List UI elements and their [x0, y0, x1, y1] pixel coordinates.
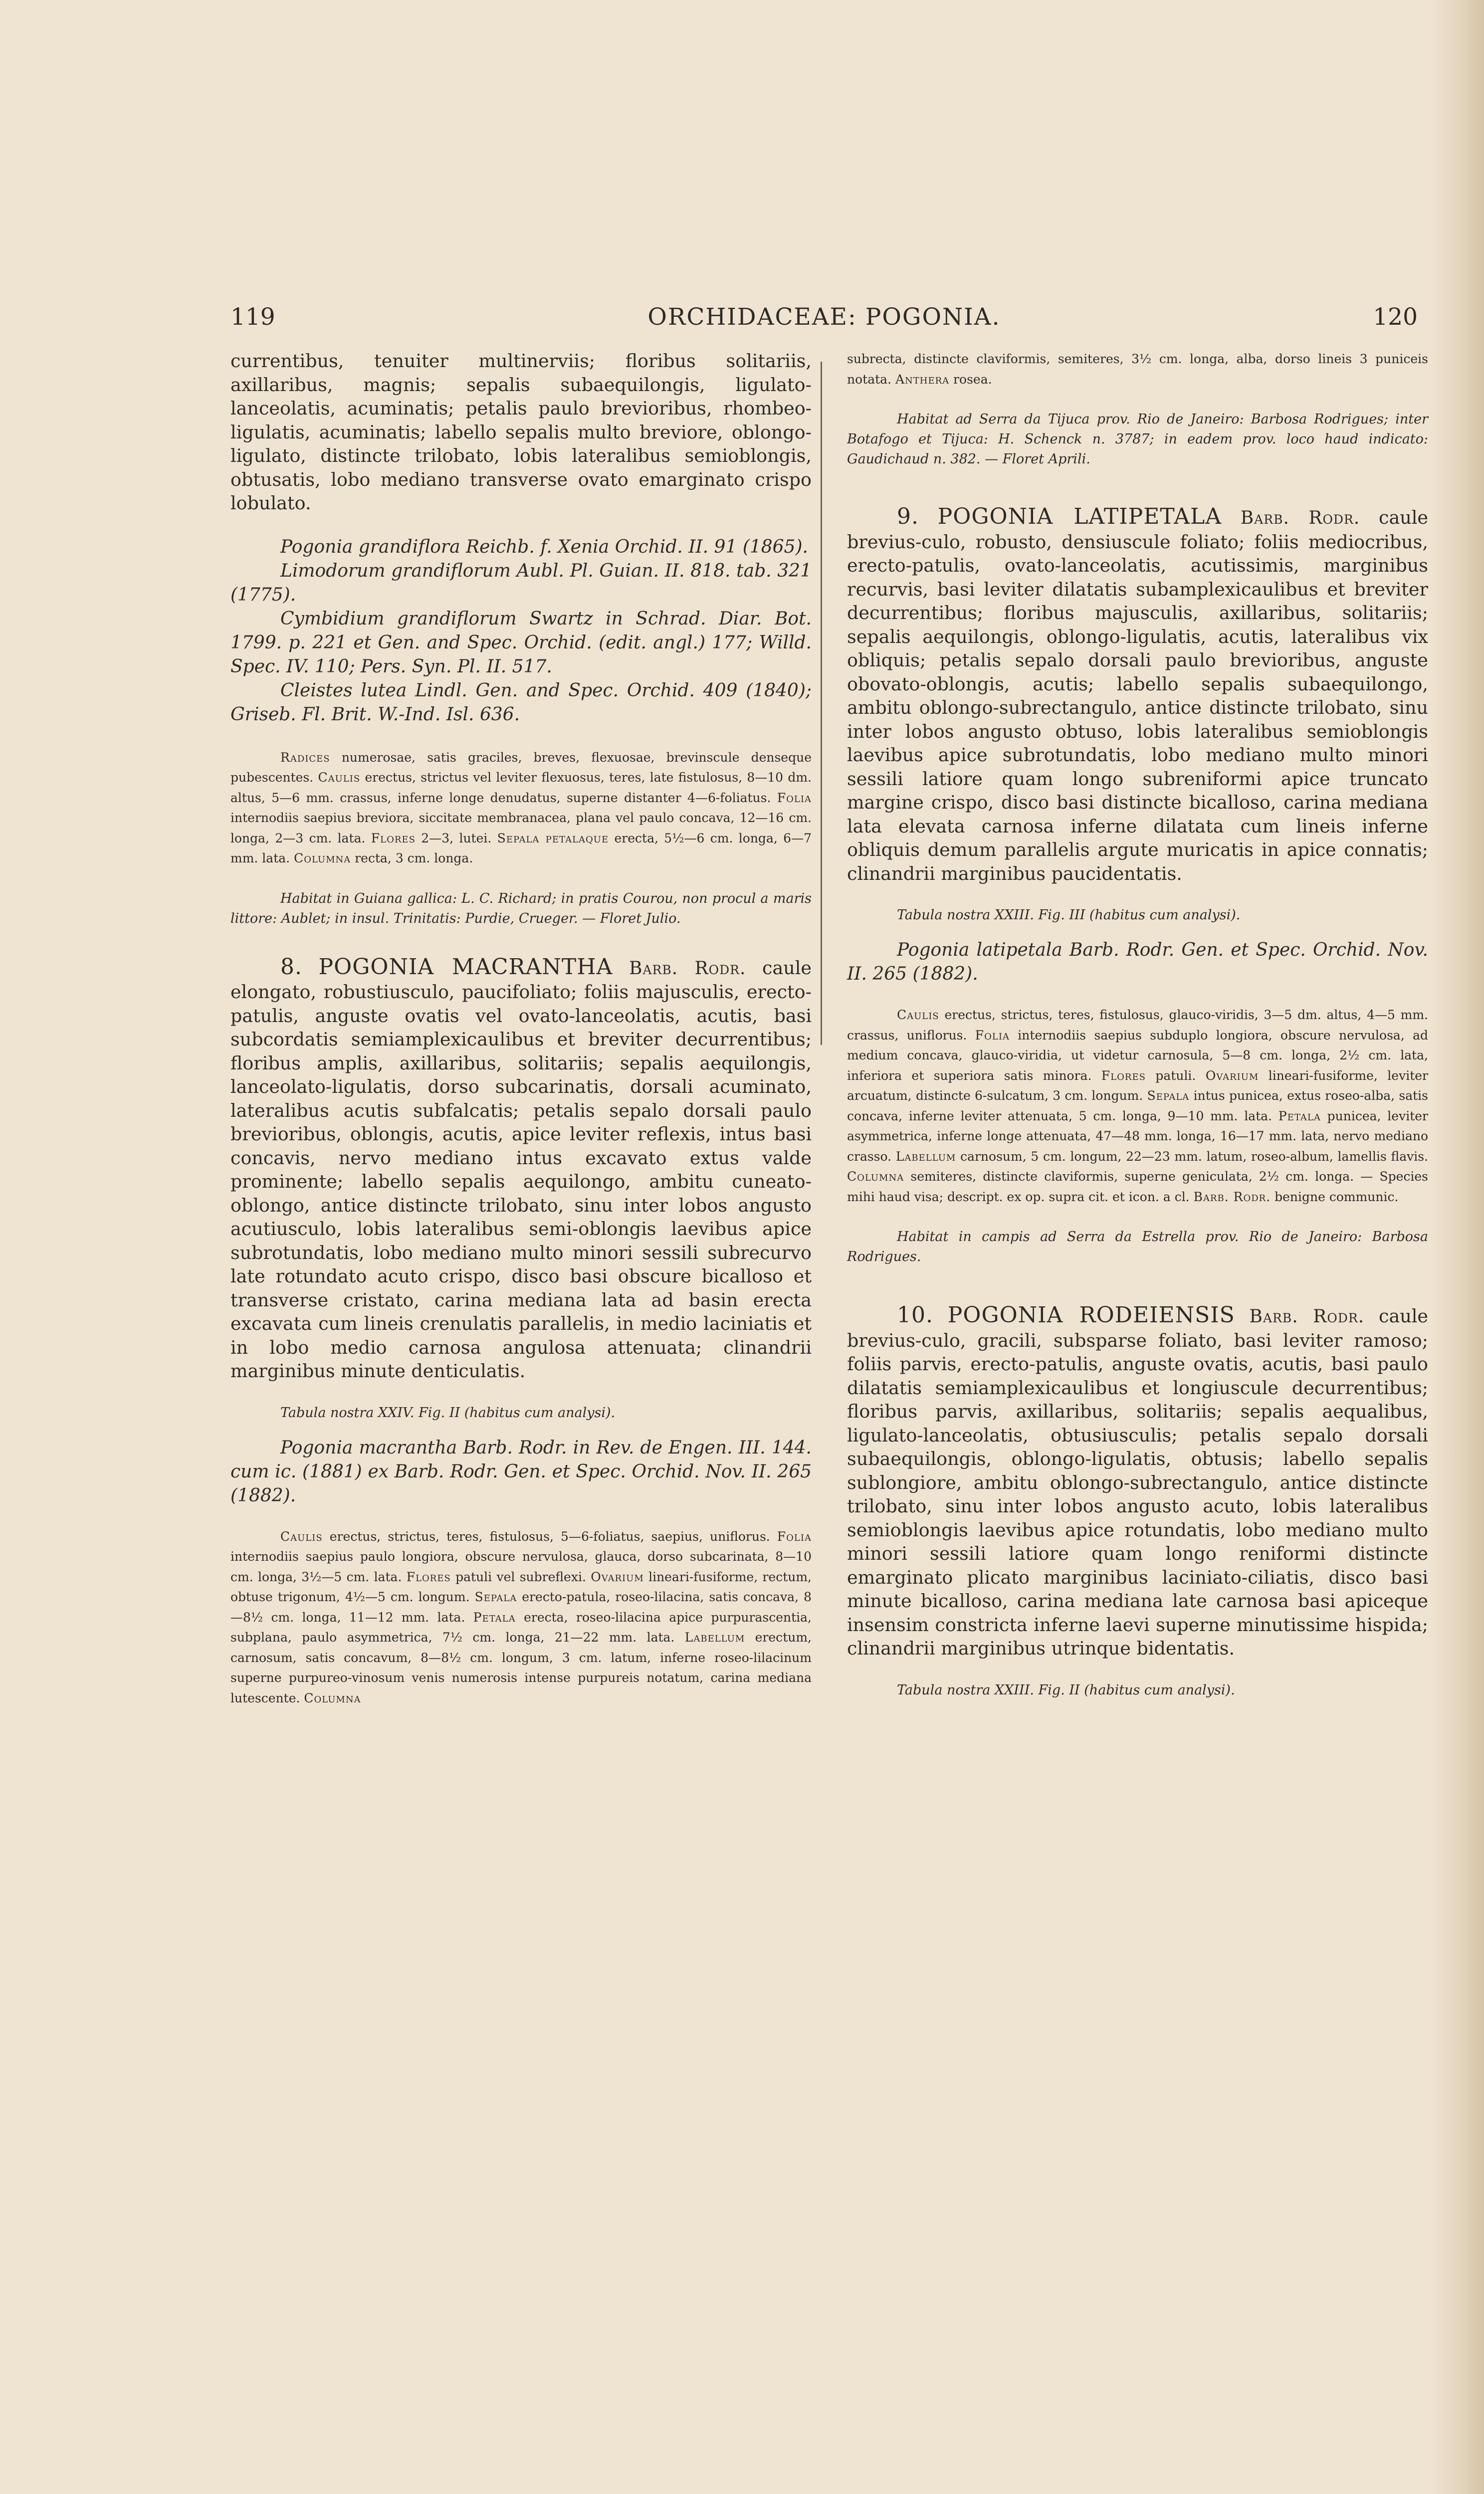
species-9-name: POGONIA LATIPETALA — [937, 504, 1222, 529]
species-10-name: POGONIA RODEIENSIS — [947, 1302, 1235, 1328]
synonym: Limodorum grandiflorum Aubl. Pl. Guian. II. 818. tab. 321 (1775). — [230, 560, 812, 605]
detailed-description: Radices numerosae, satis graciles, breves, flexuosae, brevinscule denseque pubescentes. Caulis erectus, strictus vel leviter flexuosus, teres, late fistulosus, 8—10 dm. altus, 5—6 mm. crassus, inferne longe denudatus, superne distanter 4—6-foliatus. Folia internodiis saepius breviora, siccitate membranacea, plana vel paulo concava, 12—16 cm. longa, 2—3 cm. lata. Flores 2—3, lutei. Sepala petalaque erecta, 5½—6 cm. longa, 6—7 mm. lata. Columna recta, 3 cm. longa. — [230, 750, 812, 865]
habitat-note: Habitat ad Serra da Tijuca prov. Rio de Janeiro: Barbosa Rodrigues; inter Botafogo et Tijuca: H. Schenck n. 3787; in eadem prov. loco haud indicato: Gaudichaud n. 382. — Floret Aprili. — [847, 412, 1428, 467]
species-9-citation: Pogonia latipetala Barb. Rodr. Gen. et Spec. Orchid. Nov. II. 265 (1882). — [847, 940, 1428, 984]
species-10-plate: Tabula nostra XXIII. Fig. II (habitus cum analysi). — [897, 1682, 1235, 1698]
right-column — [847, 349, 1428, 1700]
running-header — [230, 303, 1418, 333]
running-title: ORCHIDACEAE: POGONIA. — [647, 303, 1001, 331]
species-8-citation: Pogonia macrantha Barb. Rodr. in Rev. de Engen. III. 144. cum ic. (1881) ex Barb. Rodr. Gen. et Spec. Orchid. Nov. II. 265 (1882). — [230, 1437, 812, 1506]
synonymy-block — [230, 535, 812, 727]
description-continuation: currentibus, tenuiter multinerviis; floribus solitariis, axillaribus, magnis; sepalis subaequilongis, ligulato-lanceolatis, acuminatis; petalis paulo brevioribus, rhombeo-ligulatis, acuminatis; labello sepalis multo breviore, oblongo-ligulato, distincte trilobato, lobis lateralibus semioblongis, obtusatis, lobo mediano transverse ovato emarginato crispo lobulato. — [230, 350, 812, 514]
synonym: Cymbidium grandiflorum Swartz in Schrad. Diar. Bot. 1799. p. 221 et Gen. and Spec. Orchid. (edit. angl.) 177; Willd. Spec. IV. 110; Pers. Syn. Pl. II. 517. — [230, 608, 812, 677]
synonym: Pogonia grandiflora Reichb. f. Xenia Orchid. II. 91 (1865). — [280, 536, 808, 557]
description-continuation-right: subrecta, distincte claviformis, semiteres, 3½ cm. longa, alba, dorso lineis 3 puniceis notata. Anthera rosea. — [847, 352, 1428, 387]
species-9-description: Caulis erectus, strictus, teres, fistulosus, glauco-viridis, 3—5 dm. altus, 4—5 mm. crassus, uniflorus. Folia internodiis saepius subduplo longiora, obscure nervulosa, ad medium concava, glauco-viridia, ut videtur carnosula, 5—8 cm. longa, 2½ cm. lata, inferiora et superiora satis minora. Flores patuli. Ovarium lineari-fusiforme, leviter arcuatum, distincte 6-sulcatum, 3 cm. longum. Sepala intus punicea, extus roseo-alba, satis concava, inferne leviter attenuata, 5 cm. longa, 9—10 mm. lata. Petala punicea, leviter asymmetrica, inferne longe attenuata, 47—48 mm. longa, 16—17 mm. lata, nervo mediano crasso. Labellum carnosum, 5 cm. longum, 22—23 mm. latum, roseo-album, lamellis flavis. Columna semiteres, distincte claviformis, superne geniculata, 2½ cm. longa. — Species mihi haud visa; descript. ex op. supra cit. et icon. a cl. Barb. Rodr. benigne communic. — [847, 1008, 1429, 1204]
page-edge — [1429, 0, 1484, 2494]
species-8-plate: Tabula nostra XXIV. Fig. II (habitus cum analysi). — [280, 1405, 616, 1421]
synonym: Cleistes lutea Lindl. Gen. and Spec. Orchid. 409 (1840); Griseb. Fl. Brit. W.-Ind. Isl. 636. — [230, 680, 812, 725]
page-number-right: 120 — [1373, 303, 1418, 331]
habitat-note: Habitat in Guiana gallica: L. C. Richard; in pratis Courou, non procul a maris littore: Aublet; in insul. Trinitatis: Purdie, Crueger. — Floret Julio. — [230, 890, 812, 926]
species-10-diagnosis: 10. POGONIA RODEIENSIS Barb. Rodr. caule brevius-culo, gracili, subsparse foliato, basi leviter ramoso; foliis parvis, erecto-patulis, anguste ovatis, acutis, basi paulo dilatatis semiamplexicaulibus et longiuscule decurrentibus; floribus parvis, axillaribus, solitariis; sepalis aequalibus, ligulato-lanceolatis, obtusiusculis; petalis sepalo dorsali subaequilongis, oblongo-ligulatis, obtusis; labello sepalis sublongiore, ambitu oblongo-subrectangulo, antice distincte trilobato, sinu inter lobos angusto acuto, lobis lateralibus semioblongis laevibus apice rotundatis, lobo mediano multo minori sessili latiore quam longo reniformi distincte emarginato plicato marginibus laciniato-ciliatis, disco basi minute bicalloso, carina mediana late carnosa basi apiceque insensim constricta inferne laevi superne minutissime hispida; clinandrii marginibus utrinque bidentatis. — [847, 1302, 1428, 1659]
species-8-diagnosis: 8. POGONIA MACRANTHA Barb. Rodr. caule elongato, robustiusculo, paucifoliato; foliis majusculis, erecto-patulis, anguste ovatis vel ovato-lanceolatis, acutis, basi subcordatis semiamplexicaulibus et breviter decurrentibus; floribus amplis, axillaribus, solitariis; sepalis aequilongis, lanceolato-ligulatis, dorso subcarinatis, dorsali acuminato, lateralibus acutis subfalcatis; petalis sepalo dorsali paulo brevioribus, oblongis, acutis, apice leviter reflexis, intus basi concavis, nervo mediano intus excavato extus valde prominente; labello sepalis aequilongo, ambitu cuneato-oblongo, antice distincte trilobato, sinu inter lobos angusto acutiusculo, lobis lateralibus semi-oblongis laevibus apice subrotundatis, lobo mediano multo minori sessili subrecurvo late rotundato acuto crispo, disco basi obscure bicalloso et transverse cristato, carina mediana lata ad basin erecta excavata cum lineis crenulatis parallelis, in medio laciniatis et in lobo medio carnosa angulosa attenuata; clinandrii marginibus minute denticulatis. — [230, 954, 812, 1382]
species-9-habitat: Habitat in campis ad Serra da Estrella prov. Rio de Janeiro: Barbosa Rodrigues. — [847, 1229, 1428, 1264]
species-8-description: Caulis erectus, strictus, teres, fistulosus, 5—6-foliatus, saepius, uniflorus. Folia internodiis saepius paulo longiora, obscure nervulosa, glauca, dorso subcarinata, 8—10 cm. longa, 3½—5 cm. lata. Flores patuli vel subreflexi. Ovarium lineari-fusiforme, rectum, obtuse trigonum, 4½—5 cm. longum. Sepala erecto-patula, roseo-lilacina, satis concava, 8—8½ cm. longa, 11—12 mm. lata. Petala erecta, roseo-lilacina apice purpurascentia, subplana, paulo asymmetrica, 7½ cm. longa, 21—22 mm. lata. Labellum erectum, carnosum, satis concavum, 8—8½ cm. longum, 3 cm. latum, inferne roseo-lilacinum superne purpureo-vinosum venis numerosis intense purpureis notatum, carina mediana lutescente. Columna — [230, 1529, 812, 1705]
column-divider — [821, 362, 822, 1045]
species-8-name: POGONIA MACRANTHA — [318, 954, 613, 980]
species-9-diagnosis: 9. POGONIA LATIPETALA Barb. Rodr. caule brevius-culo, robusto, densiuscule foliato; foliis mediocribus, erecto-patulis, ovato-lanceolatis, acutissimis, marginibus recurvis, basi leviter dilatatis subamplexicaulibus et breviter decurrentibus; floribus majusculis, axillaribus, solitariis; sepalis aequilongis, oblongo-ligulatis, acutis, lateralibus vix obliquis; petalis sepalo dorsali paulo brevioribus, anguste obovato-oblongis, acutis; labello sepalis subaequilongo, ambitu oblongo-subrectangulo, antice distincte trilobato, sinu inter lobos angusto obtuso, lobis lateralibus semioblongis laevibus apice subrotundatis, lobo mediano multo minori sessili latiore quam longo subreniformi apice truncato margine crispo, disco basi distincte bicalloso, carina mediana lata elevata carnosa inferne dilatata cum lineis inferne obliquis demum parallelis argute muricatis in apice connatis; clinandrii marginibus paucidentatis. — [847, 504, 1428, 884]
left-column — [230, 349, 812, 1708]
species-9-plate: Tabula nostra XXIII. Fig. III (habitus cum analysi). — [897, 907, 1241, 923]
page-number-left: 119 — [230, 303, 275, 331]
